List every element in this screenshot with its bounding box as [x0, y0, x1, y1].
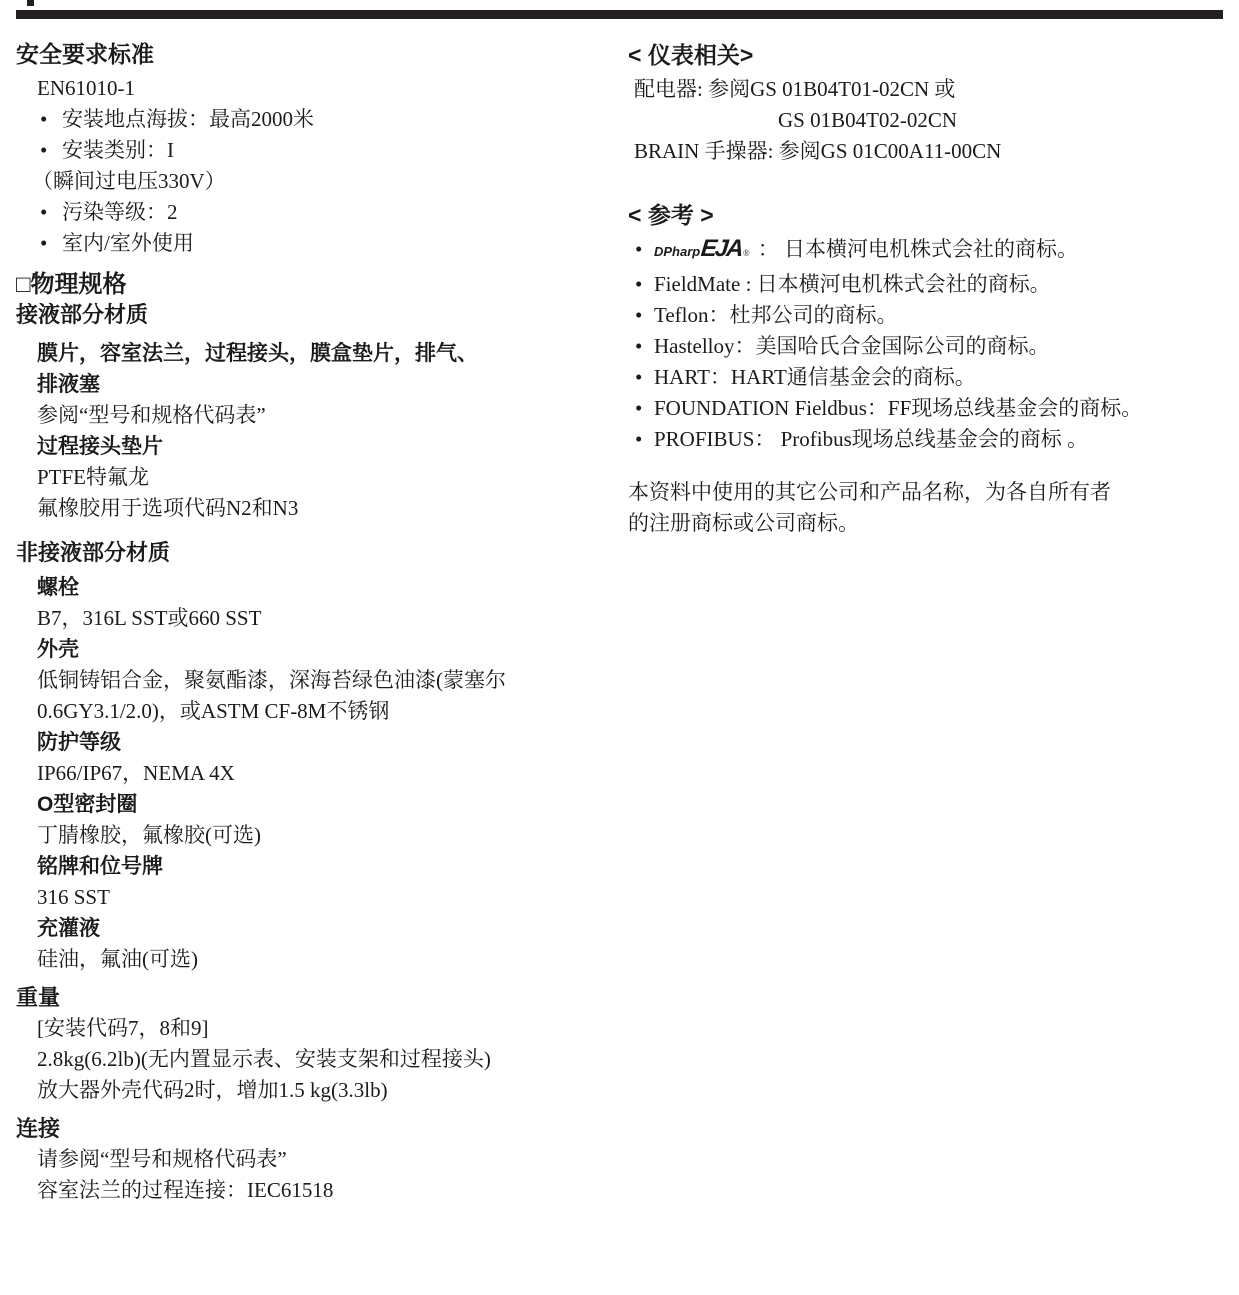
list-item-dpharp	[628, 234, 1236, 269]
housing-heading: 外壳	[37, 638, 79, 661]
safety-standard-code: EN61010-1	[37, 76, 135, 100]
left-column	[16, 40, 616, 1206]
list-item-pollution	[16, 197, 616, 228]
trademark-footnote-line1: 本资料中使用的其它公司和产品名称，为各自所有者	[628, 480, 1111, 504]
fill-fluid-heading: 充灌液	[37, 917, 100, 940]
brain-terminal-line: BRAIN 手操器: 参阅GS 01C00A11-00CN	[634, 139, 1002, 163]
dpharp-eja-logo	[654, 236, 750, 269]
weight-codes: [安装代码7，8和9]	[37, 1016, 209, 1040]
registered-mark-icon: ®	[742, 248, 750, 258]
list-item-text: 安装类别：I	[62, 138, 174, 162]
bolts-heading: 螺栓	[37, 576, 79, 599]
bullet-icon: •	[40, 200, 48, 224]
bullet-icon: •	[40, 138, 48, 162]
list-item-text: FOUNDATION Fieldbus：FF现场总线基金会的商标。	[654, 396, 1143, 420]
oring-material: 丁腈橡胶，氟橡胶(可选)	[37, 823, 261, 847]
protection-rating: IP66/IP67，NEMA 4X	[37, 761, 235, 785]
overvoltage-note: （瞬间过电压330V）	[32, 169, 226, 193]
list-item-text: ： 日本横河电机株式会社的商标。	[757, 237, 1079, 261]
list-item-text: 室内/室外使用	[62, 231, 194, 255]
header-rule	[16, 10, 1223, 19]
list-item-profibus	[628, 424, 1236, 455]
list-item-hart	[628, 362, 1236, 393]
gasket-option: 氟橡胶用于选项代码N2和N3	[37, 496, 299, 520]
weight-base: 2.8kg(6.2lb)(无内置显示表、安装支架和过程接头)	[37, 1047, 491, 1071]
oring-heading: O型密封圈	[37, 793, 138, 816]
bullet-icon: •	[635, 272, 643, 296]
housing-material-line2: 0.6GY3.1/2.0)，或ASTM CF-8M不锈钢	[37, 699, 390, 723]
wetted-parts-list-line1: 膜片，容室法兰，过程接头，膜盒垫片，排气、	[37, 342, 478, 365]
connection-heading: 连接	[16, 1116, 61, 1141]
gasket-heading: 过程接头垫片	[37, 435, 163, 458]
bolts-material: B7，316L SST或660 SST	[37, 606, 262, 630]
fill-fluid-material: 硅油，氟油(可选)	[37, 947, 198, 971]
safety-standards-heading: 安全要求标准	[16, 41, 154, 67]
nameplate-material: 316 SST	[37, 885, 110, 909]
wetted-parts-reference: 参阅“型号和规格代码表”	[37, 403, 266, 427]
instrument-related-heading: < 仪表相关>	[628, 42, 754, 68]
weight-extra: 放大器外壳代码2时，增加1.5 kg(3.3lb)	[37, 1078, 388, 1102]
list-item-category	[16, 135, 616, 166]
list-item-text: Teflon：杜邦公司的商标。	[654, 303, 898, 327]
list-item-text: 污染等级：2	[62, 200, 178, 224]
bullet-icon: •	[635, 396, 643, 420]
gasket-material: PTFE特氟龙	[37, 465, 150, 489]
list-item-altitude	[16, 104, 616, 135]
page-top-artifact	[27, 0, 34, 6]
weight-heading: 重量	[16, 985, 61, 1010]
housing-material-line1: 低铜铸铝合金，聚氨酯漆，深海苔绿色油漆(蒙塞尔	[37, 668, 506, 692]
distributor-line1: 配电器: 参阅GS 01B04T01-02CN 或	[634, 77, 956, 101]
list-item-teflon	[628, 300, 1236, 331]
physical-spec-heading: □物理规格	[16, 271, 127, 298]
list-item-text: Hastelloy：美国哈氏合金国际公司的商标。	[654, 334, 1050, 358]
bullet-icon: •	[40, 231, 48, 255]
bullet-icon: •	[635, 334, 643, 358]
eja-logo-text: EJA	[699, 235, 744, 262]
list-item-hastelloy	[628, 331, 1236, 362]
bullet-icon: •	[635, 303, 643, 327]
list-item-foundation	[628, 393, 1236, 424]
list-item-text: FieldMate : 日本横河电机株式会社的商标。	[654, 272, 1051, 296]
nonwetted-parts-heading: 非接液部分材质	[16, 540, 171, 565]
protection-heading: 防护等级	[37, 731, 121, 754]
dpharp-logo-text: DPharp	[654, 244, 701, 259]
bullet-icon: •	[40, 107, 48, 131]
wetted-parts-list-line2: 排液塞	[37, 373, 100, 396]
list-item-fieldmate	[628, 269, 1236, 300]
trademark-footnote-line2: 的注册商标或公司商标。	[628, 511, 859, 535]
list-item-indoor-outdoor	[16, 228, 616, 259]
right-column	[628, 41, 1236, 539]
list-item-text: PROFIBUS： Profibus现场总线基金会的商标 。	[654, 427, 1089, 451]
list-item-text: 安装地点海拔：最高2000米	[62, 107, 314, 131]
reference-heading: < 参考 >	[628, 202, 714, 228]
bullet-icon: •	[635, 365, 643, 389]
wetted-parts-heading: 接液部分材质	[16, 302, 149, 327]
connection-reference: 请参阅“型号和规格代码表”	[37, 1147, 287, 1171]
list-item-text: HART：HART通信基金会的商标。	[654, 365, 976, 389]
bullet-icon: •	[635, 237, 643, 261]
nameplate-heading: 铭牌和位号牌	[37, 855, 163, 878]
bullet-icon: •	[635, 427, 643, 451]
distributor-line2: GS 01B04T02-02CN	[778, 108, 958, 132]
connection-flange: 容室法兰的过程连接：IEC61518	[37, 1178, 334, 1202]
